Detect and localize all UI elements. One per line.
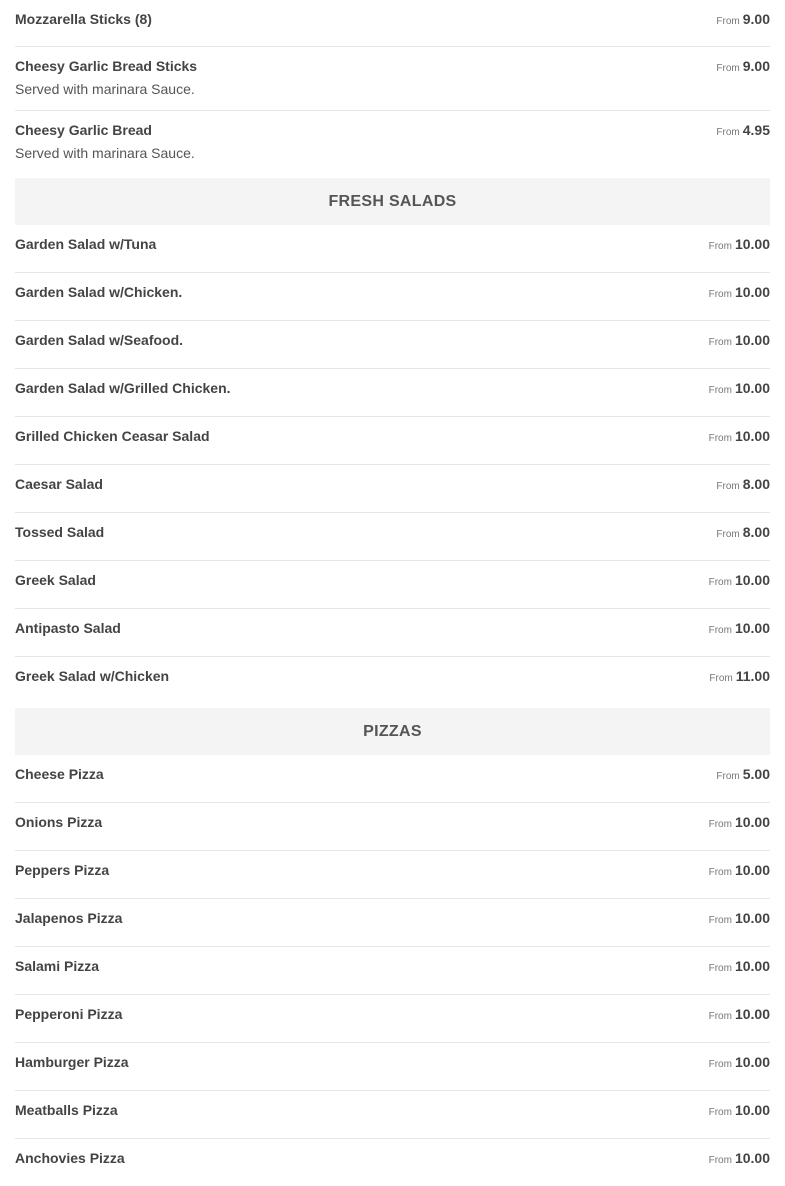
menu-item[interactable]: [15, 755, 770, 803]
item-price: 10.00: [734, 284, 770, 300]
item-price-block: [716, 476, 770, 495]
price-prefix: From: [708, 963, 732, 974]
item-price-block: [709, 1102, 770, 1121]
menu-item[interactable]: [15, 803, 770, 851]
price-prefix: From: [708, 577, 732, 588]
item-price-block: [709, 236, 770, 255]
item-name: Caesar Salad: [15, 476, 103, 492]
item-price: 4.95: [742, 122, 770, 138]
price-prefix: From: [716, 63, 740, 74]
menu-item[interactable]: [15, 1139, 770, 1177]
item-name: Grilled Chicken Ceasar Salad: [15, 428, 210, 444]
menu-item[interactable]: [15, 1091, 770, 1139]
menu-group-salads: [15, 225, 770, 708]
item-name: Cheese Pizza: [15, 766, 104, 782]
price-prefix: From: [708, 241, 732, 252]
menu-item[interactable]: [15, 369, 770, 417]
item-price-block: [709, 668, 770, 687]
item-price-block: [709, 380, 770, 399]
item-price-block: [709, 862, 770, 881]
item-price: 10.00: [734, 814, 770, 830]
item-price: 10.00: [734, 380, 770, 396]
item-price-block: [709, 572, 770, 591]
item-price: 10.00: [734, 958, 770, 974]
item-price-block: [709, 910, 770, 929]
price-prefix: From: [708, 433, 732, 444]
section-heading-pizzas: PIZZAS: [15, 708, 770, 755]
menu-item[interactable]: [15, 111, 770, 178]
menu-group-appetizers: [15, 0, 770, 178]
menu-item[interactable]: [15, 273, 770, 321]
item-price: 10.00: [734, 428, 770, 444]
item-price-block: [709, 1150, 770, 1169]
menu-item[interactable]: [15, 947, 770, 995]
section-heading-fresh-salads: FRESH SALADS: [15, 178, 770, 225]
item-price-block: [716, 766, 770, 785]
item-price-block: [709, 620, 770, 639]
menu-item[interactable]: [15, 899, 770, 947]
menu-item[interactable]: [15, 995, 770, 1043]
item-name: Hamburger Pizza: [15, 1054, 129, 1070]
price-prefix: From: [708, 867, 732, 878]
price-prefix: From: [708, 1107, 732, 1118]
item-name: Garden Salad w/Grilled Chicken.: [15, 380, 231, 396]
item-description: Served with marinara Sauce.: [15, 81, 195, 97]
item-price: 10.00: [734, 910, 770, 926]
menu-item[interactable]: [15, 465, 770, 513]
item-price: 10.00: [734, 862, 770, 878]
item-name: Garden Salad w/Seafood.: [15, 332, 184, 348]
item-price-block: [709, 814, 770, 833]
menu-item[interactable]: [15, 321, 770, 369]
menu-item[interactable]: [15, 513, 770, 561]
item-name: Salami Pizza: [15, 958, 100, 974]
item-price: 8.00: [742, 524, 770, 540]
item-price: 9.00: [742, 11, 770, 27]
item-name: Meatballs Pizza: [15, 1102, 118, 1118]
item-price-block: [709, 332, 770, 351]
menu-item[interactable]: [15, 0, 770, 47]
price-prefix: From: [708, 1059, 732, 1070]
menu-item[interactable]: [15, 417, 770, 465]
item-price: 5.00: [742, 766, 770, 782]
item-name: Mozzarella Sticks (8): [15, 11, 152, 27]
menu-item[interactable]: [15, 47, 770, 111]
item-name: Greek Salad w/Chicken: [15, 668, 170, 684]
price-prefix: From: [708, 385, 732, 396]
price-prefix: From: [716, 481, 740, 492]
price-prefix: From: [708, 819, 732, 830]
item-price-block: [709, 1006, 770, 1025]
item-name: Garden Salad w/Tuna: [15, 236, 157, 252]
item-price: 10.00: [734, 572, 770, 588]
item-price-block: [709, 1054, 770, 1073]
menu-group-pizzas: [15, 755, 770, 1177]
menu-item[interactable]: [15, 225, 770, 273]
price-prefix: From: [716, 16, 740, 27]
price-prefix: From: [708, 1155, 732, 1166]
item-name: Jalapenos Pizza: [15, 910, 123, 926]
item-price: 8.00: [742, 476, 770, 492]
item-name: Antipasto Salad: [15, 620, 121, 636]
item-price-block: [716, 58, 770, 77]
item-price: 10.00: [734, 1054, 770, 1070]
item-price-block: [709, 958, 770, 977]
menu-item[interactable]: [15, 561, 770, 609]
item-price: 10.00: [734, 236, 770, 252]
price-prefix: From: [708, 915, 732, 926]
item-price: 10.00: [734, 332, 770, 348]
item-name: Cheesy Garlic Bread: [15, 122, 152, 138]
item-name: Peppers Pizza: [15, 862, 110, 878]
item-price: 11.00: [735, 668, 770, 684]
item-name: Onions Pizza: [15, 814, 103, 830]
item-price-block: [709, 284, 770, 303]
menu-item[interactable]: [15, 851, 770, 899]
item-name: Garden Salad w/Chicken.: [15, 284, 183, 300]
price-prefix: From: [709, 673, 733, 684]
item-description: Served with marinara Sauce.: [15, 145, 195, 161]
item-price-block: [716, 122, 770, 141]
item-price: 9.00: [742, 58, 770, 74]
item-name: Tossed Salad: [15, 524, 105, 540]
item-price: 10.00: [734, 1150, 770, 1166]
item-name: Greek Salad: [15, 572, 96, 588]
item-price-block: [709, 428, 770, 447]
item-name: Pepperoni Pizza: [15, 1006, 123, 1022]
price-prefix: From: [708, 337, 732, 348]
item-price: 10.00: [734, 1006, 770, 1022]
price-prefix: From: [708, 289, 732, 300]
menu-list: [15, 0, 770, 1177]
item-price: 10.00: [734, 620, 770, 636]
item-price: 10.00: [734, 1102, 770, 1118]
item-price-block: [716, 11, 770, 30]
item-name: Anchovies Pizza: [15, 1150, 125, 1166]
menu-item[interactable]: [15, 1043, 770, 1091]
menu-item[interactable]: [15, 609, 770, 657]
price-prefix: From: [708, 1011, 732, 1022]
item-price-block: [716, 524, 770, 543]
item-name: Cheesy Garlic Bread Sticks: [15, 58, 198, 74]
menu-item[interactable]: [15, 657, 770, 708]
price-prefix: From: [716, 771, 740, 782]
price-prefix: From: [716, 529, 740, 540]
price-prefix: From: [716, 127, 740, 138]
price-prefix: From: [708, 625, 732, 636]
